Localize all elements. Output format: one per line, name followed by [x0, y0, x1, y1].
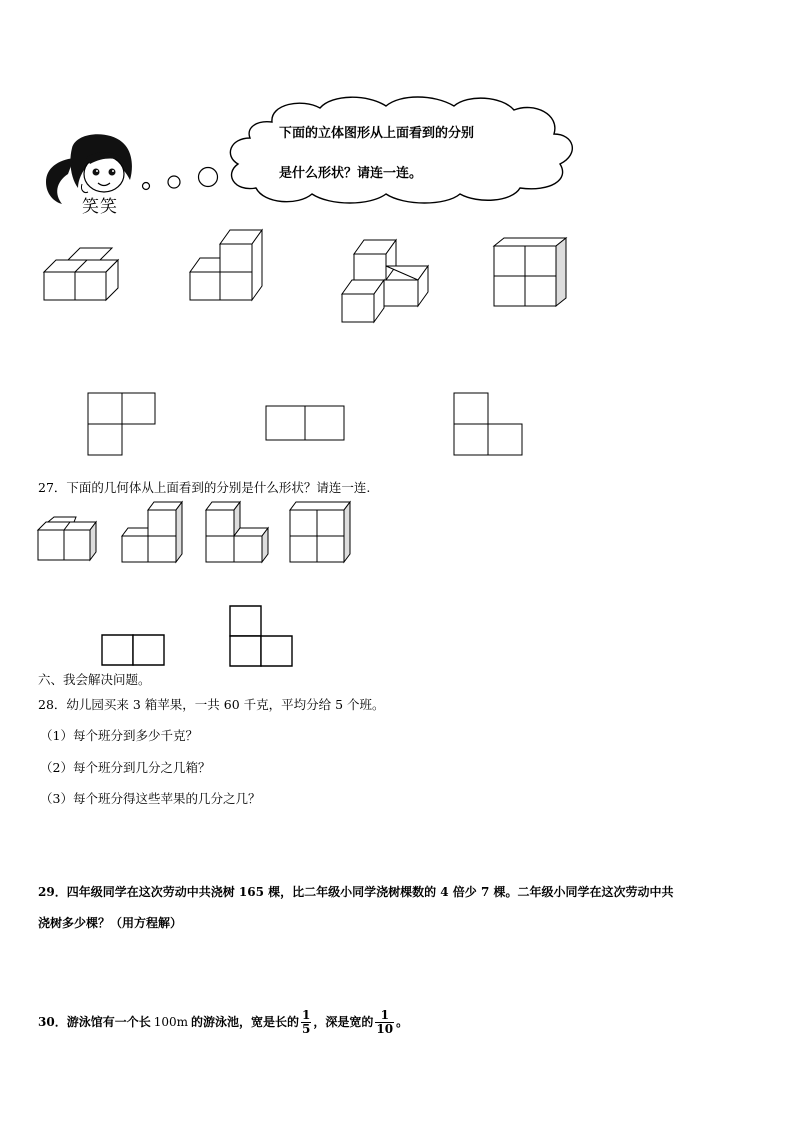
top-view-shape-2: [265, 405, 347, 443]
solid-figure-2: [186, 226, 276, 306]
fraction-one-fifth-denominator: 5: [302, 1021, 311, 1036]
q27-top-view-1: [101, 634, 167, 668]
question-28-sub3: （3）每个班分得这些苹果的几分之几？: [40, 791, 261, 806]
speech-bubble-cloud: [220, 94, 582, 206]
q30-part1: 30．游泳馆有一个长: [38, 1015, 151, 1029]
question-29-line1: 29．四年级同学在这次劳动中共浇树 165 棵，比二年级小同学浇树棵数的 4 倍少 7 棵。二年级小同学在这次劳动中共: [38, 885, 674, 899]
section-6-title: 六、我会解决问题。: [38, 672, 151, 687]
q27-solid-2: [120, 500, 184, 570]
fraction-one-tenth-numerator: 1: [375, 1009, 394, 1023]
solid-figure-3: [338, 234, 438, 324]
q27-solid-3: [204, 500, 274, 570]
bubble-text-line2: 是什么形状？请连一连。: [279, 166, 423, 181]
q27-solid-1: [36, 516, 100, 578]
fraction-one-fifth-numerator: 1: [302, 1007, 311, 1022]
q30-length: 100m: [153, 1015, 188, 1029]
solid-figure-4: [490, 234, 580, 314]
top-view-shape-1: [87, 392, 159, 458]
top-view-shape-3: [453, 392, 525, 458]
thought-dots: [138, 164, 218, 194]
q27-top-view-2: [229, 605, 295, 669]
q30-part2: 的游泳池，宽是长的: [191, 1015, 300, 1029]
question-30: [38, 1005, 408, 1039]
fraction-one-tenth: [375, 1009, 394, 1036]
question-27-text: 27．下面的几何体从上面看到的分别是什么形状？请连一连.: [38, 480, 371, 495]
q27-solid-4: [288, 500, 358, 570]
question-28-sub2: （2）每个班分到几分之几箱？: [40, 760, 211, 775]
solid-figure-1: [40, 242, 130, 302]
q30-part3: ，深是宽的: [313, 1015, 374, 1029]
question-29-line2: 浇树多少棵？（用方程解）: [38, 916, 183, 930]
fraction-one-fifth: [301, 1009, 311, 1036]
character-label: 笑笑: [82, 197, 118, 217]
question-28-sub1: （1）每个班分到多少千克？: [40, 728, 198, 743]
q30-part4: 。: [396, 1015, 409, 1029]
bubble-text-line1: 下面的立体图形从上面看到的分别: [279, 126, 475, 141]
fraction-one-tenth-denominator: 10: [376, 1021, 394, 1036]
question-28-stem: 28．幼儿园买来 3 箱苹果，一共 60 千克，平均分给 5 个班。: [38, 697, 385, 712]
